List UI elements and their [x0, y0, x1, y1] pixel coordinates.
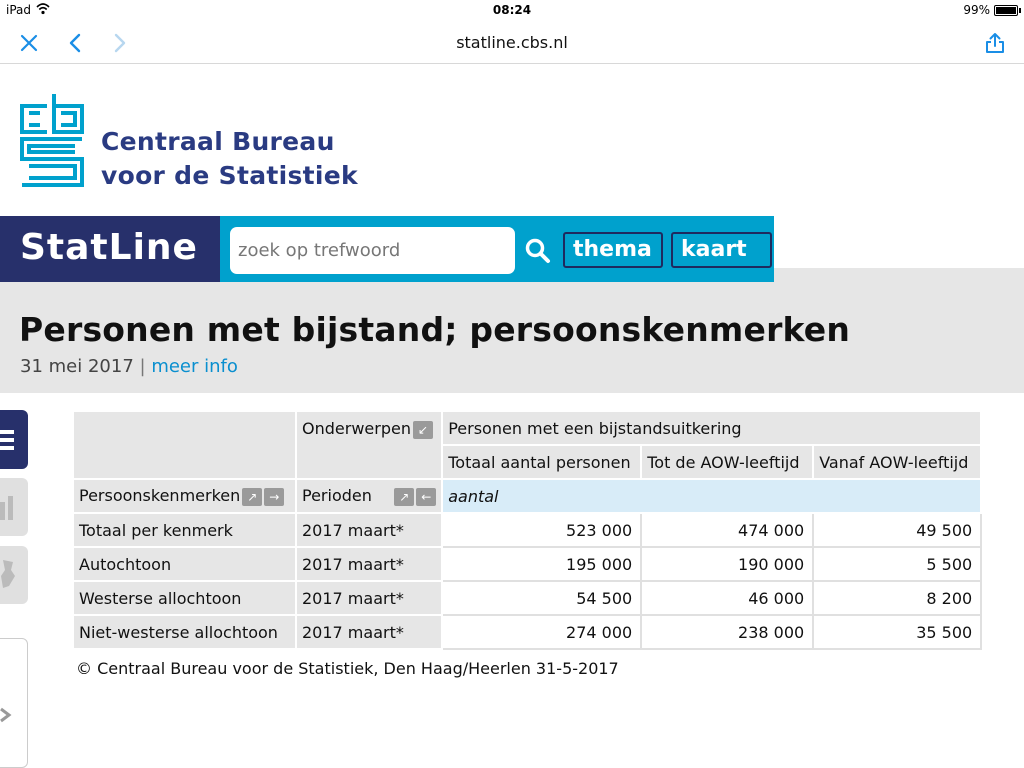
- value-cell: 523 000: [442, 513, 641, 547]
- value-cell: 190 000: [641, 547, 813, 581]
- period-cell: 2017 maart*: [296, 615, 442, 649]
- statline-bar: [0, 216, 774, 282]
- search-input[interactable]: [230, 227, 515, 274]
- side-panel-tools[interactable]: [0, 638, 28, 768]
- onderwerpen-label: Onderwerpen: [302, 419, 411, 438]
- row-label[interactable]: Totaal per kenmerk: [73, 513, 296, 547]
- period-dimension-cell: [296, 479, 442, 513]
- org-name: [101, 125, 358, 193]
- table-row: [73, 615, 981, 649]
- value-cell: 474 000: [641, 513, 813, 547]
- row-dimension-cell: [73, 479, 296, 513]
- onderwerpen-cell: [296, 411, 442, 479]
- page-meta: [20, 356, 238, 377]
- value-cell: 8 200: [813, 581, 981, 615]
- arrow-right-icon[interactable]: →: [264, 488, 284, 506]
- device-name: iPad: [6, 3, 32, 17]
- table-row: [73, 513, 981, 547]
- unit-cell: aantal: [442, 479, 981, 513]
- battery-tip: [1019, 8, 1021, 13]
- corner-cell: [73, 411, 296, 479]
- value-cell: 195 000: [442, 547, 641, 581]
- pivot-up-right-icon[interactable]: ↗: [394, 488, 414, 506]
- bar-chart-icon: [0, 492, 20, 522]
- table-row: [73, 581, 981, 615]
- row-label[interactable]: Autochtoon: [73, 547, 296, 581]
- org-name-line2: voor de Statistiek: [101, 161, 358, 190]
- column-header[interactable]: Tot de AOW-leeftijd: [641, 445, 813, 479]
- side-tab-map[interactable]: [0, 546, 28, 604]
- publication-date: 31 mei 2017: [20, 356, 134, 377]
- header-row-1: [73, 411, 981, 445]
- value-cell: 5 500: [813, 547, 981, 581]
- value-cell: 46 000: [641, 581, 813, 615]
- pivot-down-left-icon[interactable]: ↙: [413, 421, 433, 439]
- column-header[interactable]: Totaal aantal personen: [442, 445, 641, 479]
- search-icon[interactable]: [524, 237, 552, 265]
- period-cell: 2017 maart*: [296, 547, 442, 581]
- group-header: Personen met een bijstandsuitkering: [442, 411, 981, 445]
- clock: 08:24: [492, 3, 532, 17]
- url-label[interactable]: statline.cbs.nl: [456, 33, 568, 52]
- share-button[interactable]: [982, 30, 1008, 56]
- statline-brand[interactable]: StatLine: [0, 216, 220, 282]
- data-table: [72, 410, 982, 650]
- meta-separator: |: [139, 356, 146, 377]
- value-cell: 54 500: [442, 581, 641, 615]
- value-cell: 274 000: [442, 615, 641, 649]
- thema-button[interactable]: thema: [563, 232, 663, 268]
- site-header: [0, 65, 1024, 215]
- side-tab-table[interactable]: [0, 410, 28, 469]
- pivot-up-right-icon[interactable]: ↗: [242, 488, 262, 506]
- side-tab-chart[interactable]: [0, 478, 28, 536]
- value-cell: 49 500: [813, 513, 981, 547]
- more-info-link[interactable]: meer info: [151, 356, 238, 377]
- dimension-row: [73, 479, 981, 513]
- share-icon: [985, 32, 1005, 54]
- period-label: Perioden: [302, 486, 372, 506]
- org-name-line1: Centraal Bureau: [101, 127, 335, 156]
- browser-toolbar: [0, 22, 1024, 64]
- page-title: Personen met bijstand; persoonskenmerken: [19, 310, 851, 349]
- battery-icon: [994, 5, 1018, 16]
- value-cell: 238 000: [641, 615, 813, 649]
- table-row: [73, 547, 981, 581]
- row-dimension-label: Persoonskenmerken: [79, 486, 241, 506]
- status-bar: [0, 0, 1024, 22]
- value-cell: 35 500: [813, 615, 981, 649]
- menu-icon: [0, 428, 20, 452]
- map-icon: [0, 558, 19, 592]
- kaart-button[interactable]: kaart: [671, 232, 772, 268]
- arrow-left-icon[interactable]: ←: [416, 488, 436, 506]
- period-cell: 2017 maart*: [296, 581, 442, 615]
- title-band: [0, 268, 1024, 393]
- column-header[interactable]: Vanaf AOW-leeftijd: [813, 445, 981, 479]
- row-label[interactable]: Niet-westerse allochtoon: [73, 615, 296, 649]
- period-cell: 2017 maart*: [296, 513, 442, 547]
- cbs-logo-icon[interactable]: [19, 92, 85, 188]
- battery-percent: 99%: [963, 3, 990, 17]
- row-label[interactable]: Westerse allochtoon: [73, 581, 296, 615]
- tool-icon: [0, 705, 13, 725]
- copyright-note: © Centraal Bureau voor de Statistiek, Den Haag/Heerlen 31-5-2017: [76, 659, 619, 678]
